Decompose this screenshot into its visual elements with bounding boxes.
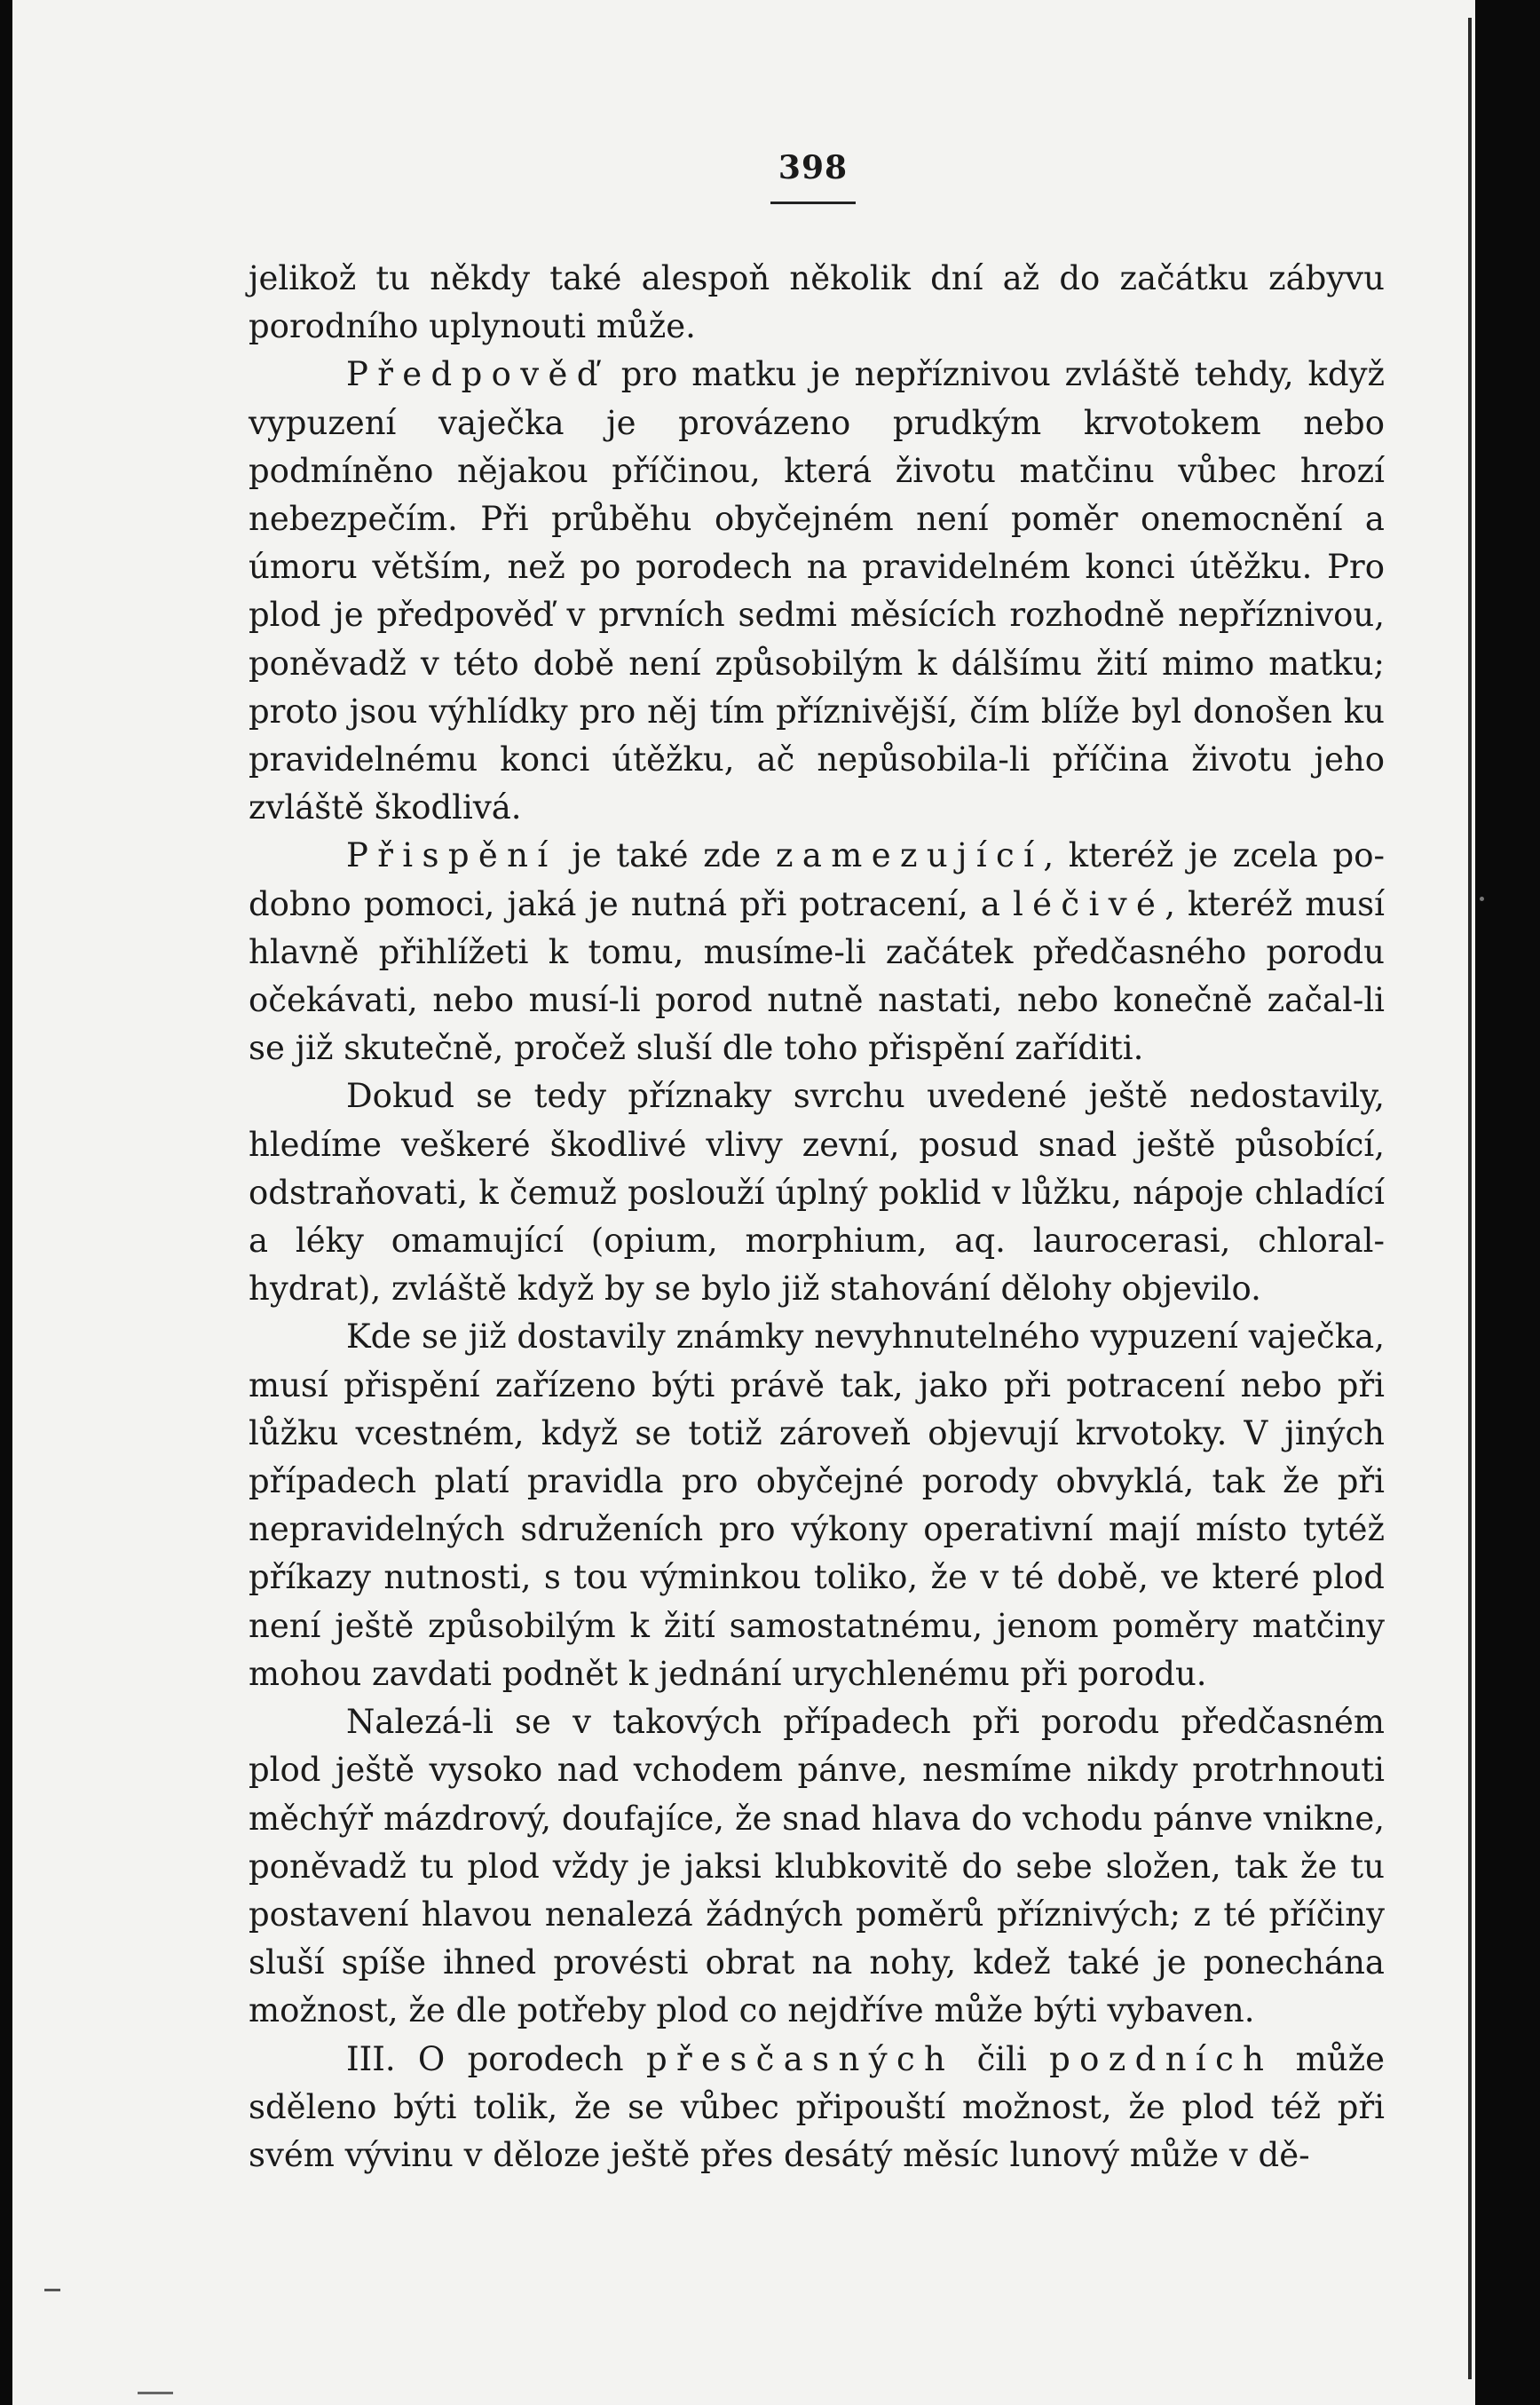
paragraph-assistance	[249, 832, 1385, 1072]
spaced-term: zamezující	[776, 836, 1044, 875]
paragraph-text: může sděleno býti tolik, že se vůbec připouští možnost, že plod též při svém vývinu v děloze ještě přes desátý měsíc lunový může v dě-	[249, 2039, 1385, 2174]
paragraph-before-signs	[249, 1072, 1385, 1313]
paragraph-inevitable-expulsion	[249, 1313, 1385, 1698]
spaced-term: Přispění	[346, 836, 557, 875]
scan-left-border	[0, 0, 12, 2405]
spaced-term: Předpověď	[346, 355, 607, 394]
paragraph-text: čili	[954, 2039, 1050, 2078]
spaced-term: léčivé	[1012, 884, 1165, 923]
paragraph-text: pro matku je nepříznivou zvláště tehdy, když vypuzení vaječka je provázeno prudkým krvotokem nebo podmíněno nějakou příčinou, která životu matčinu vůbec hrozí nebezpečím. Při průběhu obyčejném není poměr onemocnění a úmoru větším, než po porodech na pravidelném konci útěžku. Pro plod je předpověď v prvních sedmi měsících rozhodně nepříznivou, poněvadž v této době není způsobilým k dálšímu žití mimo matku; proto jsou výhlídky pro něj tím příznivější, čím blíže byl donošen ku pravidelnému konci útěžku, ač nepůsobila-li příčina životu jeho zvláště škodlivá.	[249, 355, 1385, 827]
scan-artifact-mark	[138, 2392, 173, 2394]
paragraph-prognosis	[249, 351, 1385, 832]
page-number-underline	[770, 202, 856, 204]
paragraph-text: Kde se již dostavily známky nevyhnutelného vypuzení vaječka, musí přispění zařízeno býti právě tak, jako při potracení nebo při lůžku vcestném, když se totiž zároveň objevují krvotoky. V jiných případech platí pravidla pro obyčejné porody obvyklá, tak že při nepravidelných sdruženích pro výkony operativní mají místo tytéž příkazy nutnosti, s tou výminkou toliko, že v té době, ve které plod není ještě způsobilým k žití samostatnému, jenom poměry matčiny mohou zavdati podnět k jednání urychlenému při porodu.	[249, 1317, 1385, 1693]
page-body-text	[249, 255, 1385, 2180]
scan-right-edge-line	[1468, 18, 1472, 2379]
scan-right-border	[1475, 0, 1540, 2405]
spaced-term: pozdních	[1049, 2039, 1274, 2078]
paragraph-text: je také zde	[557, 836, 777, 875]
paragraph-high-fetus	[249, 1698, 1385, 2035]
scan-artifact-mark	[44, 2289, 60, 2291]
page-number: 398	[778, 149, 849, 186]
margin-speck	[1480, 897, 1484, 901]
paragraph-text: , kteréž musí hlavně přihlížeti k tomu, musíme-li začátek předčasného porodu očekávati, nebo musí-li porod nutně nastati, nebo konečně začal-li se již skutečně, pročež sluší dle toho přispění zaříditi.	[249, 884, 1385, 1068]
paragraph-text: , kteréž je zcela podobno pomoci, jaká je nutná při potracení, a	[249, 836, 1386, 923]
paragraph-text: jelikož tu někdy také alespoň několik dní až do začátku zábyvu porodního uplynouti může.	[249, 259, 1385, 346]
paragraph-continuation	[249, 255, 1385, 351]
paragraph-post-term	[249, 2036, 1385, 2180]
paragraph-text: Nalezá-li se v takových případech při porodu předčasném plod ještě vysoko nad vchodem pánve, nesmíme nikdy protrhnouti měchýř mázdrový, doufajíce, že snad hlava do vchodu pánve vnikne, poněvadž tu plod vždy je jaksi klubkovitě do sebe složen, tak že tu postavení hlavou nenalezá žádných poměrů příznivých; z té příčiny sluší spíše ihned provésti obrat na nohy, kdež také je ponechána možnost, že dle potřeby plod co nejdříve může býti vybaven.	[249, 1703, 1385, 2030]
paragraph-text: III. O porodech	[346, 2039, 646, 2078]
spaced-term: přesčasných	[645, 2039, 955, 2078]
paragraph-text: Dokud se tedy příznaky svrchu uvedené ještě nedostavily, hledíme veškeré škodlivé vlivy zevní, posud snad ještě působící, odstraňovati, k čemuž poslouží úplný poklid v lůžku, nápoje chladící a léky omamující (opium, morphium, aq. laurocerasi, chloralhydrat), zvláště když by se bylo již stahování dělohy objevilo.	[249, 1077, 1385, 1309]
